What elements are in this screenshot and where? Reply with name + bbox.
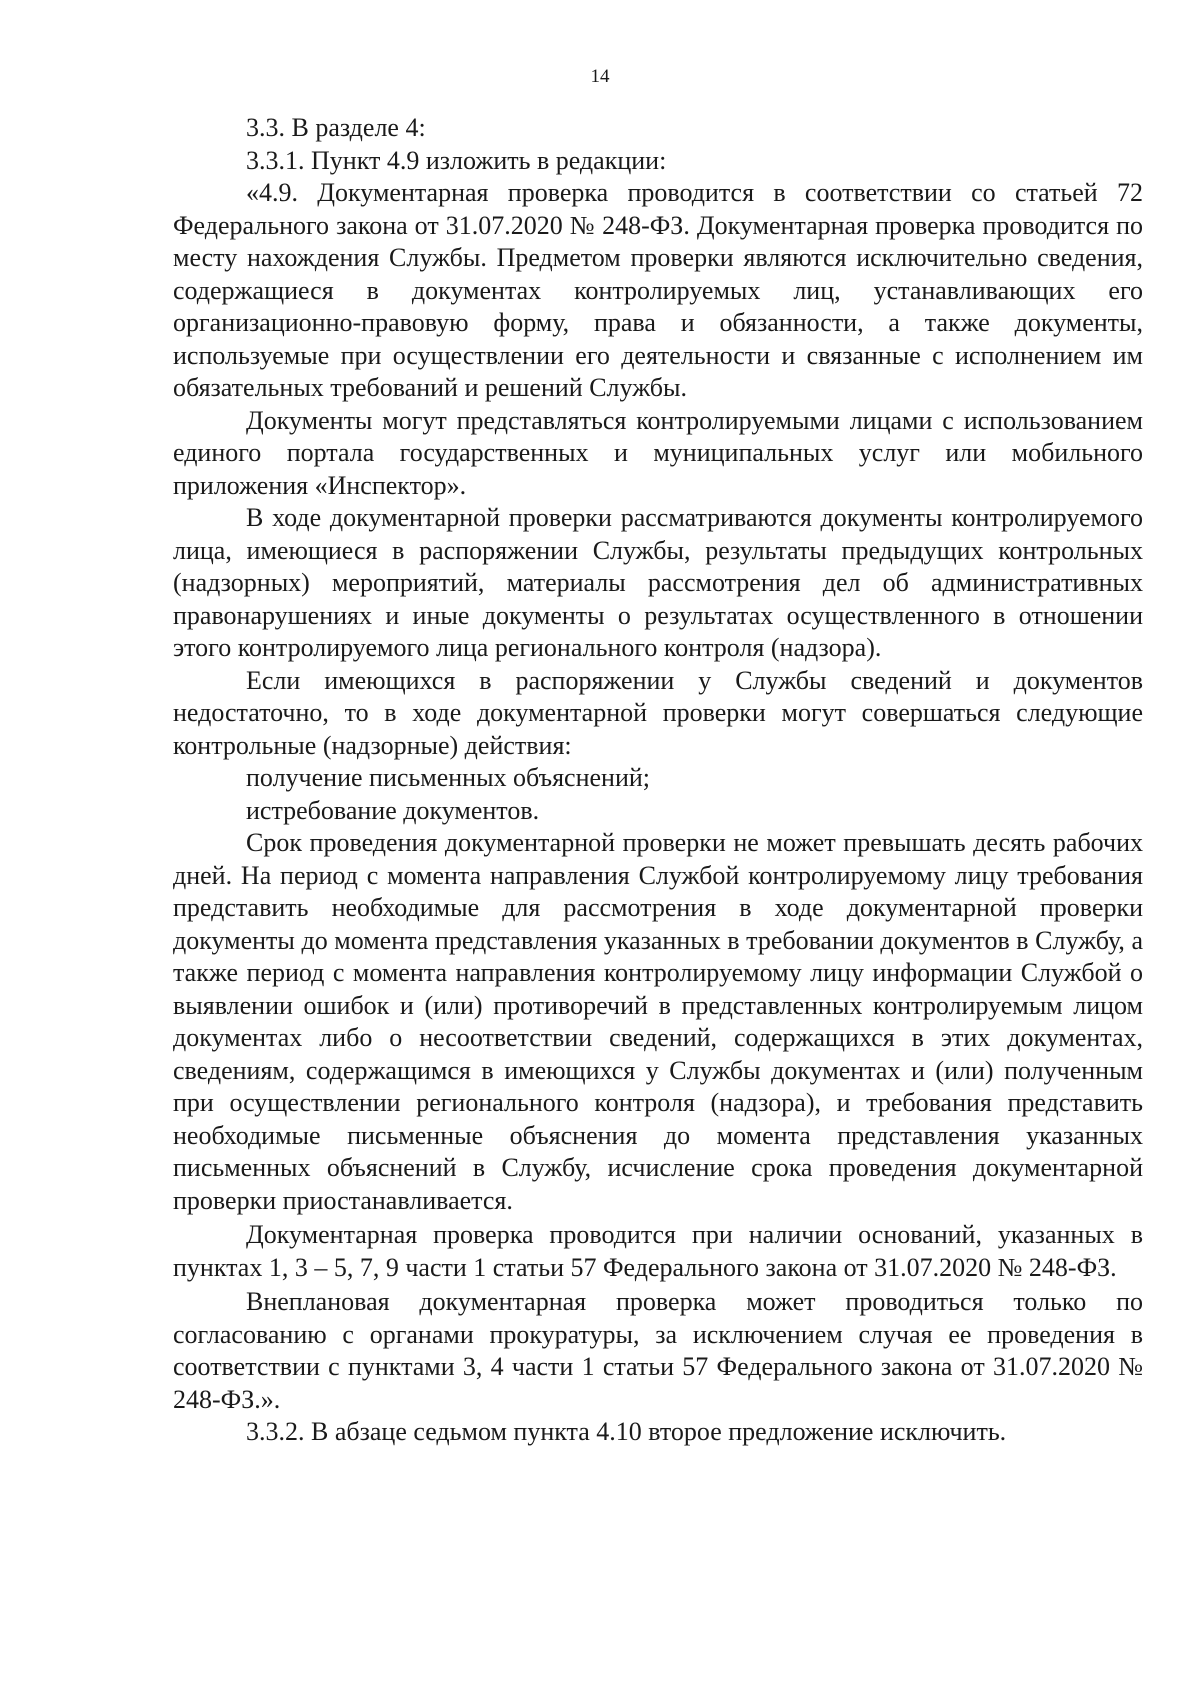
page-number: 14 — [590, 66, 610, 87]
paragraph-item-3-3-2: 3.3.2. В абзаце седьмом пункта 4.10 второе предложение исключить. — [246, 1417, 1007, 1446]
paragraph-documents: Документы могут представляться контролируемыми лицами с использованием единого портала государственных и муниципальных услуг или мобильного приложения «Инспектор». — [173, 405, 1143, 500]
paragraph-grounds: Документарная проверка проводится при наличии оснований, указанных в пунктах 1, 3 – 5, 7, 9 части 1 статьи 57 Федерального закона от 31.07.2020 № 248-ФЗ. — [173, 1220, 1143, 1282]
list-item-documents-request: истребование документов. — [246, 795, 540, 825]
document-body — [173, 112, 1143, 1449]
paragraph-item-4-9: «4.9. Документарная проверка проводится в соответствии со статьей 72 Федерального закона от 31.07.2020 № 248-ФЗ. Документарная проверка проводится по месту нахождения Службы. Предметом проверки являются исключительно сведения, содержащиеся в документах контролируемых лиц, устанавливающих его организационно-правовую форму, права и обязанности, а также документы, используемые при осуществлении его деятельности и связанные с исполнением им обязательных требований и решений Службы. — [173, 178, 1143, 402]
paragraph-insufficient-info: Если имеющихся в распоряжении у Службы сведений и документов недостаточно, то в ходе документарной проверки могут совершаться следующие контрольные (надзорные) действия: — [173, 665, 1143, 760]
paragraph-review-scope: В ходе документарной проверки рассматриваются документы контролируемого лица, имеющиеся в распоряжении Службы, результаты предыдущих контрольных (надзорных) мероприятий, материалы рассмотрения дел об административных правонарушениях и иные документы о результатах осуществленного в отношении этого контролируемого лица регионального контроля (надзора). — [173, 503, 1143, 662]
paragraph-item-3-3-1: 3.3.1. Пункт 4.9 изложить в редакции: — [246, 145, 667, 175]
paragraph-unscheduled: Внеплановая документарная проверка может проводиться только по согласованию с органами прокуратуры, за исключением случая ее проведения в соответствии с пунктами 3, 4 части 1 статьи 57 Федерального закона от 31.07.2020 № 248-ФЗ.». — [173, 1287, 1143, 1414]
paragraph-section-heading: 3.3. В разделе 4: — [246, 113, 426, 142]
paragraph-duration: Срок проведения документарной проверки не может превышать десять рабочих дней. На период с момента направления Службой контролируемому лицу требования представить необходимые для рассмотрения в ходе документарной проверки документы до момента представления указанных в требовании документов в Службу, а также период с момента направления контролируемому лицу информации Службой о выявлении ошибок и (или) противоречий в представленных контролируемым лицом документах либо о несоответствии сведений, содержащихся в этих документах, сведениям, содержащимся в имеющихся у Службы документах и (или) полученным при осуществлении регионального контроля (надзора), и требования представить необходимые письменные объяснения до момента представления указанных письменных объяснений в Службу, исчисление срока проведения документарной проверки приостанавливается. — [173, 828, 1143, 1215]
list-item-explanations: получение письменных объяснений; — [246, 763, 650, 792]
